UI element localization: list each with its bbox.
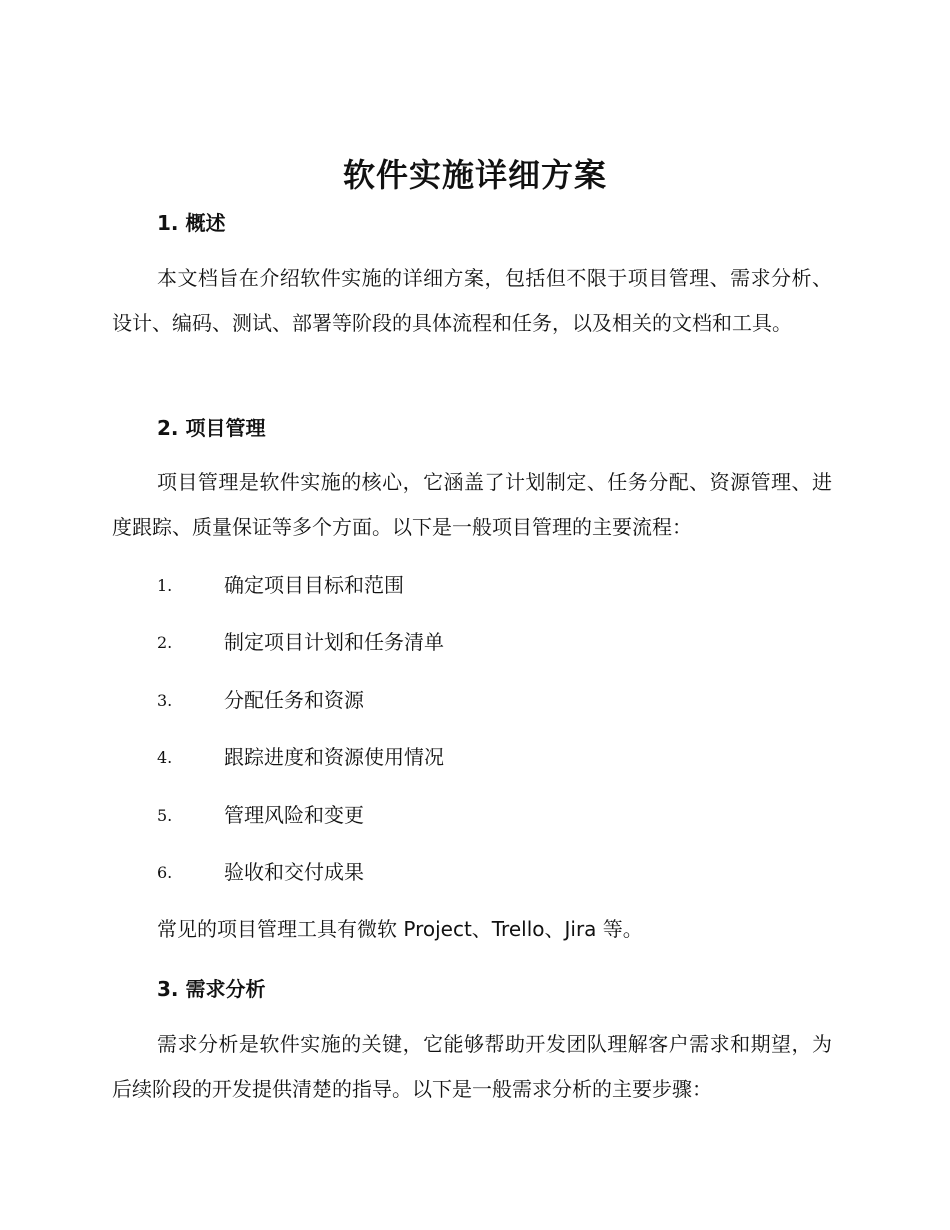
list-item-number: 3. (157, 690, 173, 710)
list-item-text: 分配任务和资源 (224, 687, 364, 712)
list-item-number: 4. (157, 748, 173, 768)
section-paragraph-requirements-analysis: 需求分析是软件实施的关键，它能够帮助开发团队理解客户需求和期望，为后续阶段的开发提供清楚的指导。以下是一般需求分析的主要步骤： (112, 1032, 832, 1101)
list-item-text: 跟踪进度和资源使用情况 (224, 745, 444, 770)
project-management-tools-note: 常见的项目管理工具有微软 Project、Trello、Jira 等。 (157, 917, 643, 941)
section-heading-requirements-analysis: 3. 需求分析 (157, 977, 266, 1001)
section-paragraph-overview: 本文档旨在介绍软件实施的详细方案，包括但不限于项目管理、需求分析、设计、编码、测试、部署等阶段的具体流程和任务，以及相关的文档和工具。 (112, 266, 832, 335)
document-title: 软件实施详细方案 (342, 156, 607, 194)
project-management-steps-list (157, 563, 444, 907)
list-item-text: 管理风险和变更 (224, 802, 364, 827)
list-item (157, 850, 444, 907)
list-item (157, 735, 444, 792)
list-item (157, 620, 444, 677)
list-item (157, 563, 444, 620)
section-paragraph-project-management: 项目管理是软件实施的核心，它涵盖了计划制定、任务分配、资源管理、进度跟踪、质量保证等多个方面。以下是一般项目管理的主要流程： (112, 470, 832, 539)
list-item-text: 制定项目计划和任务清单 (224, 630, 444, 655)
list-item (157, 793, 444, 850)
list-item (157, 678, 444, 735)
section-heading-overview: 1. 概述 (157, 211, 226, 235)
list-item-number: 1. (157, 576, 173, 595)
list-item-text: 验收和交付成果 (224, 859, 364, 884)
section-heading-project-management: 2. 项目管理 (157, 416, 266, 440)
list-item-number: 2. (157, 633, 173, 653)
list-item-number: 5. (157, 805, 173, 825)
list-item-text: 确定项目目标和范围 (224, 573, 404, 597)
list-item-number: 6. (157, 862, 173, 882)
